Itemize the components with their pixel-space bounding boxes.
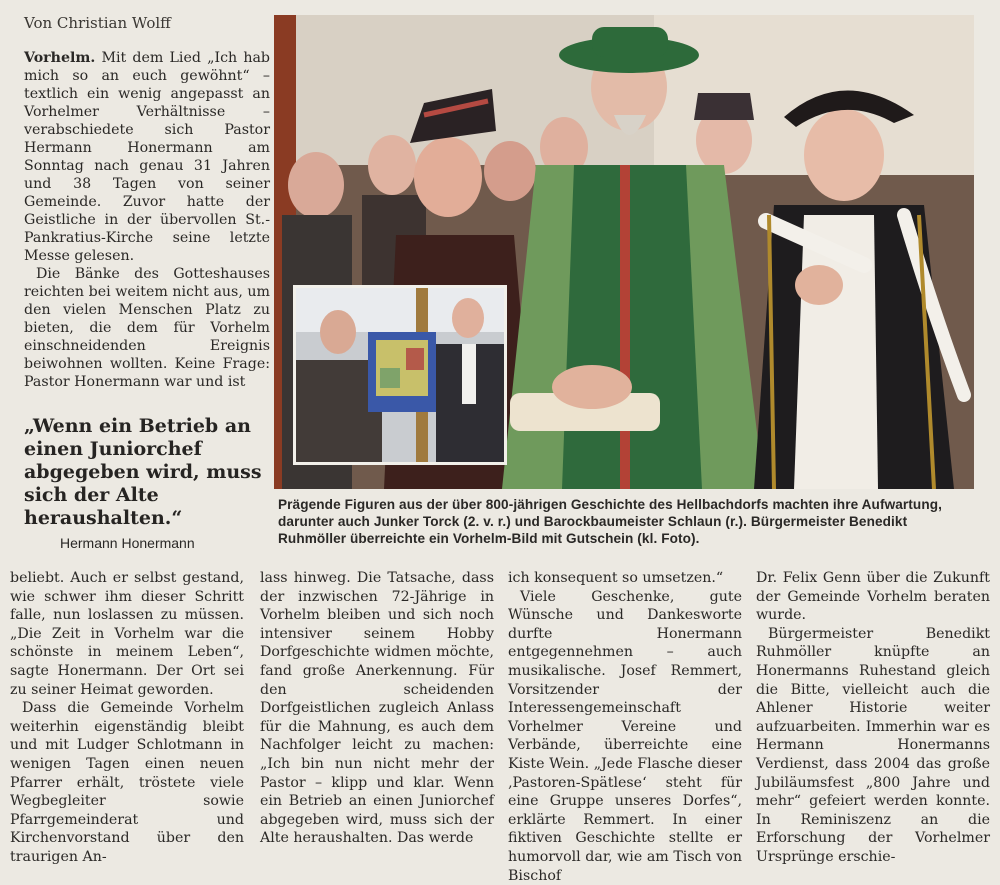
- inset-photo: [293, 285, 507, 465]
- photo-caption: Prägende Figuren aus der über 800-jährigen Geschichte des Hellbachdorfs machten ihre Aufwartung, darunter auch Junker Torck (2. v. r.) und Barockbaumeister Schlaun (r.). Bürgermeister Benedikt Ruhmöller überreichte ein Vorhelm-Bild mit Gutschein (kl. Foto).: [278, 497, 943, 546]
- pull-quote: „Wenn ein Betrieb an einen Juniorchef abgegeben wird, muss sich der Alte heraushalten.“: [24, 415, 262, 529]
- intro-paragraph-1-text: Mit dem Lied „Ich hab mich so an euch gewöhnt“ – textlich ein wenig angepasst an Vorhelmer Verhältnisse – verabschiedete sich Pastor Hermann Honermann am Sonntag nach genau 31 Jahren und 38 Tagen von seiner Gemeinde. Zuvor hatte der Geistliche in der übervollen St.-Pankratius-Kirche seine letzte Messe gelesen.: [24, 50, 270, 264]
- column-4-paragraph-1: Dr. Felix Genn über die Zukunft der Gemeinde Vorhelm beraten wurde.: [756, 570, 990, 624]
- pull-quote-author: Hermann Honermann: [60, 535, 195, 551]
- intro-paragraph-1: [24, 49, 270, 265]
- column-3-paragraph-1: ich konsequent so umsetzen.“: [508, 570, 724, 586]
- intro-paragraph-2: Die Bänke des Gotteshauses reichten bei weitem nicht aus, um den vielen Menschen Platz zu bieten, die dem für Vorhelm einschneidenden Ereignis beiwohnen wollten. Keine Frage: Pastor Honermann war und ist: [24, 266, 270, 390]
- column-3-paragraph-2: Viele Geschenke, gute Wünsche und Dankesworte durfte Honermann entgegennehmen – auch musikalische. Josef Remmert, Vorsitzender der Interessengemeinschaft Vorhelmer Vereine und Verbände, überreichte eine Kiste Wein. „Jede Flasche dieser ‚Pastoren-Spätlese‘ steht für eine Gruppe unseres Dorfes“, erklärte Remmert. In einer fiktiven Geschichte stellte er humorvoll dar, wie am Tisch von Bischof: [508, 588, 742, 884]
- byline: Von Christian Wolff: [24, 14, 171, 32]
- intro-text: [24, 49, 270, 391]
- column-2-paragraph-1: lass hinweg. Die Tatsache, dass der inzwischen 72-Jährige in Vorhelm bleiben und sich noch intensiver seinem Hobby Dorfgeschichte widmen möchte, fand große Anerkennung. Für den scheidenden Dorfgeistlichen zugleich Anlass für die Mahnung, es auch dem Nachfolger leicht zu machen: „Ich bin nun nicht mehr der Pastor – klipp und klar. Wenn ein Betrieb an einen Juniorchef abgegeben wird, muss sich der Alte heraushalten. Das werde: [260, 570, 494, 847]
- column-1-paragraph-2: Dass die Gemeinde Vorhelm weiterhin eigenständig bleibt und mit Ludger Schlotmann in wenigen Tagen einen neuen Pfarrer erhält, tröstete viele Wegbegleiter sowie Pfarrgemeinderat und Kirchenvorstand über den traurigen An-: [10, 700, 244, 865]
- column-4-paragraph-2: Bürgermeister Benedikt Ruhmöller knüpfte an Honermanns Ruhestand gleich die Bitte, vielleicht auch die Ahlener Historie weiter aufzuarbeiten. Immerhin war es Hermann Honermanns Verdienst, dass 2004 das große Jubiläumsfest „800 Jahre und mehr“ gefeiert werden konnte. In Reminiszenz an die Erforschung der Vorhelmer Ursprünge erschie-: [756, 625, 990, 865]
- article-column-4: [756, 569, 990, 867]
- article-column-3: [508, 569, 742, 885]
- article-column-2: [260, 569, 494, 848]
- article-column-1: [10, 569, 244, 867]
- inset-photo-illustration: [296, 288, 504, 462]
- column-1-paragraph-1: beliebt. Auch er selbst gestand, wie schwer ihm dieser Schritt falle, nun loslassen zu müssen. „Die Zeit in Vorhelm war die schönste in meinem Leben“, sagte Honermann. Der Ort sei zu seiner Heimat geworden.: [10, 570, 244, 698]
- dateline: Vorhelm.: [24, 50, 96, 66]
